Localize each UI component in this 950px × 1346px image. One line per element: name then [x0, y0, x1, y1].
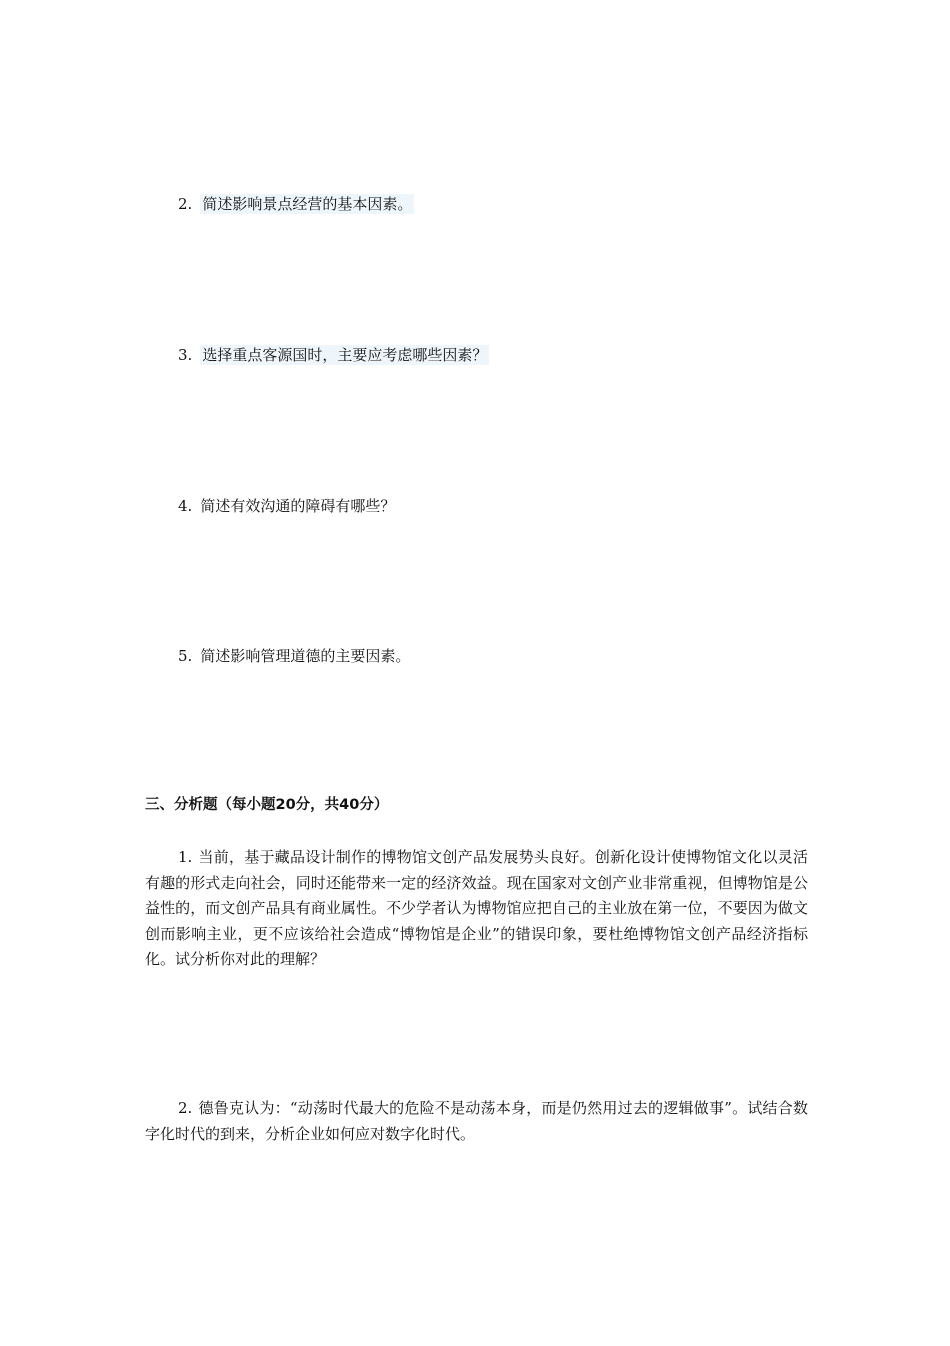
question-2	[178, 194, 414, 214]
question-text: 选择重点客源国时，主要应考虑哪些因素？	[202, 346, 488, 364]
question-text: 当前，基于藏品设计制作的博物馆文创产品发展势头良好。创新化设计使博物馆文化以灵活有趣的形式走向社会，同时还能带来一定的经济效益。现在国家对文创产业非常重视，但博物馆是公益性的，而文创产品具有商业属性。不少学者认为博物馆应把自己的主业放在第一位，不要因为做文创而影响主业，更不应该给社会造成“博物馆是企业”的错误印象，要杜绝博物馆文创产品经济指标化。试分析你对此的理解？	[145, 848, 808, 968]
question-text: 简述有效沟通的障碍有哪些？	[200, 497, 396, 515]
question-number: 3.	[178, 346, 193, 364]
question-number: 2.	[178, 1099, 193, 1117]
question-number: 5.	[178, 647, 193, 665]
question-5	[178, 646, 410, 666]
analysis-question-1	[145, 845, 808, 973]
question-4	[178, 496, 395, 516]
section-title-analysis: 三、分析题（每小题20分，共40分）	[145, 797, 389, 813]
question-text: 简述影响管理道德的主要因素。	[200, 647, 411, 665]
question-3	[178, 345, 489, 365]
question-text: 简述影响景点经营的基本因素。	[202, 195, 413, 213]
question-number: 2.	[178, 195, 193, 213]
question-text: 德鲁克认为：“动荡时代最大的危险不是动荡本身，而是仍然用过去的逻辑做事”。试结合数字化时代的到来，分析企业如何应对数字化时代。	[145, 1099, 808, 1143]
question-number: 4.	[178, 497, 193, 515]
analysis-question-2	[145, 1096, 808, 1147]
question-number: 1.	[178, 848, 193, 866]
